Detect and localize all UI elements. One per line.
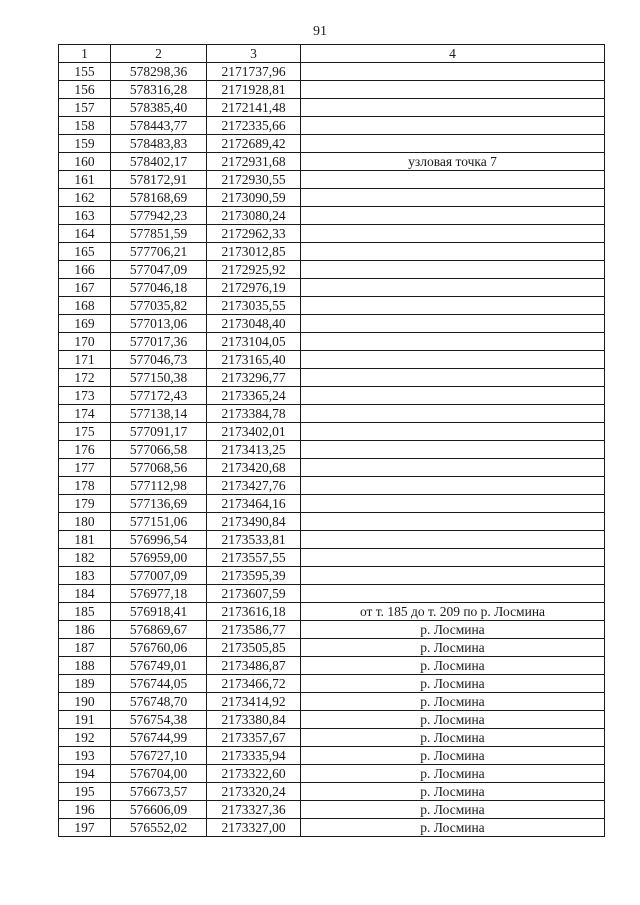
y-coordinate-cell: 2173420,68 <box>207 459 301 477</box>
table-row <box>59 297 605 315</box>
table-row <box>59 243 605 261</box>
table-row <box>59 585 605 603</box>
x-coordinate-cell: 578168,69 <box>111 189 207 207</box>
table-row <box>59 153 605 171</box>
note-cell <box>301 387 605 405</box>
table-row <box>59 423 605 441</box>
y-coordinate-cell: 2172689,42 <box>207 135 301 153</box>
y-coordinate-cell: 2173486,87 <box>207 657 301 675</box>
y-coordinate-cell: 2173035,55 <box>207 297 301 315</box>
table-row <box>59 387 605 405</box>
point-number-cell: 172 <box>59 369 111 387</box>
table-row <box>59 225 605 243</box>
x-coordinate-cell: 578298,36 <box>111 63 207 81</box>
x-coordinate-cell: 577942,23 <box>111 207 207 225</box>
y-coordinate-cell: 2173595,39 <box>207 567 301 585</box>
table-row <box>59 639 605 657</box>
note-cell: р. Лосмина <box>301 801 605 819</box>
point-number-cell: 163 <box>59 207 111 225</box>
table-row <box>59 819 605 837</box>
x-coordinate-cell: 577046,18 <box>111 279 207 297</box>
x-coordinate-cell: 576754,38 <box>111 711 207 729</box>
x-coordinate-cell: 576760,06 <box>111 639 207 657</box>
y-coordinate-cell: 2173365,24 <box>207 387 301 405</box>
y-coordinate-cell: 2173533,81 <box>207 531 301 549</box>
x-coordinate-cell: 577151,06 <box>111 513 207 531</box>
x-coordinate-cell: 576918,41 <box>111 603 207 621</box>
table-row <box>59 711 605 729</box>
y-coordinate-cell: 2173384,78 <box>207 405 301 423</box>
x-coordinate-cell: 578385,40 <box>111 99 207 117</box>
table-row <box>59 747 605 765</box>
point-number-cell: 182 <box>59 549 111 567</box>
x-coordinate-cell: 577066,58 <box>111 441 207 459</box>
note-cell <box>301 315 605 333</box>
note-cell: р. Лосмина <box>301 819 605 837</box>
y-coordinate-cell: 2173380,84 <box>207 711 301 729</box>
x-coordinate-cell: 576869,67 <box>111 621 207 639</box>
note-cell <box>301 261 605 279</box>
x-coordinate-cell: 578402,17 <box>111 153 207 171</box>
y-coordinate-cell: 2171928,81 <box>207 81 301 99</box>
note-cell <box>301 171 605 189</box>
table-row <box>59 135 605 153</box>
table-row <box>59 765 605 783</box>
note-cell: р. Лосмина <box>301 729 605 747</box>
point-number-cell: 191 <box>59 711 111 729</box>
x-coordinate-cell: 578483,83 <box>111 135 207 153</box>
x-coordinate-cell: 577091,17 <box>111 423 207 441</box>
note-cell <box>301 567 605 585</box>
y-coordinate-cell: 2173296,77 <box>207 369 301 387</box>
y-coordinate-cell: 2171737,96 <box>207 63 301 81</box>
x-coordinate-cell: 576959,00 <box>111 549 207 567</box>
table-row <box>59 549 605 567</box>
x-coordinate-cell: 577172,43 <box>111 387 207 405</box>
table-row <box>59 459 605 477</box>
table-row <box>59 99 605 117</box>
point-number-cell: 194 <box>59 765 111 783</box>
table-row <box>59 513 605 531</box>
point-number-cell: 193 <box>59 747 111 765</box>
table-row <box>59 351 605 369</box>
table-row <box>59 189 605 207</box>
point-number-cell: 167 <box>59 279 111 297</box>
x-coordinate-cell: 577136,69 <box>111 495 207 513</box>
point-number-cell: 173 <box>59 387 111 405</box>
note-cell: р. Лосмина <box>301 657 605 675</box>
point-number-cell: 170 <box>59 333 111 351</box>
note-cell: р. Лосмина <box>301 639 605 657</box>
note-cell: р. Лосмина <box>301 747 605 765</box>
point-number-cell: 180 <box>59 513 111 531</box>
x-coordinate-cell: 577047,09 <box>111 261 207 279</box>
point-number-cell: 178 <box>59 477 111 495</box>
point-number-cell: 185 <box>59 603 111 621</box>
x-coordinate-cell: 577068,56 <box>111 459 207 477</box>
x-coordinate-cell: 577035,82 <box>111 297 207 315</box>
point-number-cell: 157 <box>59 99 111 117</box>
note-cell <box>301 63 605 81</box>
table-row <box>59 81 605 99</box>
note-cell <box>301 225 605 243</box>
y-coordinate-cell: 2173402,01 <box>207 423 301 441</box>
point-number-cell: 196 <box>59 801 111 819</box>
note-cell <box>301 243 605 261</box>
table-row <box>59 315 605 333</box>
table-row <box>59 729 605 747</box>
table-header <box>59 45 605 63</box>
y-coordinate-cell: 2173012,85 <box>207 243 301 261</box>
table-row <box>59 441 605 459</box>
x-coordinate-cell: 576996,54 <box>111 531 207 549</box>
point-number-cell: 171 <box>59 351 111 369</box>
table-row <box>59 207 605 225</box>
header-col-4: 4 <box>301 45 605 63</box>
point-number-cell: 169 <box>59 315 111 333</box>
y-coordinate-cell: 2173490,84 <box>207 513 301 531</box>
table-row <box>59 63 605 81</box>
note-cell <box>301 135 605 153</box>
table-row <box>59 621 605 639</box>
note-cell: р. Лосмина <box>301 765 605 783</box>
point-number-cell: 168 <box>59 297 111 315</box>
x-coordinate-cell: 576977,18 <box>111 585 207 603</box>
note-cell <box>301 189 605 207</box>
x-coordinate-cell: 576606,09 <box>111 801 207 819</box>
point-number-cell: 183 <box>59 567 111 585</box>
point-number-cell: 158 <box>59 117 111 135</box>
x-coordinate-cell: 578172,91 <box>111 171 207 189</box>
table-row <box>59 675 605 693</box>
coordinates-table <box>58 44 605 837</box>
table-row <box>59 279 605 297</box>
x-coordinate-cell: 577150,38 <box>111 369 207 387</box>
point-number-cell: 174 <box>59 405 111 423</box>
y-coordinate-cell: 2173048,40 <box>207 315 301 333</box>
note-cell <box>301 423 605 441</box>
x-coordinate-cell: 576748,70 <box>111 693 207 711</box>
table-row <box>59 531 605 549</box>
note-cell <box>301 81 605 99</box>
table-row <box>59 603 605 621</box>
y-coordinate-cell: 2173607,59 <box>207 585 301 603</box>
y-coordinate-cell: 2173413,25 <box>207 441 301 459</box>
x-coordinate-cell: 576552,02 <box>111 819 207 837</box>
y-coordinate-cell: 2173616,18 <box>207 603 301 621</box>
y-coordinate-cell: 2173104,05 <box>207 333 301 351</box>
y-coordinate-cell: 2172335,66 <box>207 117 301 135</box>
x-coordinate-cell: 576744,99 <box>111 729 207 747</box>
table-row <box>59 477 605 495</box>
y-coordinate-cell: 2172931,68 <box>207 153 301 171</box>
y-coordinate-cell: 2173320,24 <box>207 783 301 801</box>
header-col-3: 3 <box>207 45 301 63</box>
y-coordinate-cell: 2173505,85 <box>207 639 301 657</box>
y-coordinate-cell: 2173466,72 <box>207 675 301 693</box>
table-row <box>59 693 605 711</box>
x-coordinate-cell: 577112,98 <box>111 477 207 495</box>
point-number-cell: 176 <box>59 441 111 459</box>
y-coordinate-cell: 2173464,16 <box>207 495 301 513</box>
x-coordinate-cell: 576744,05 <box>111 675 207 693</box>
x-coordinate-cell: 577046,73 <box>111 351 207 369</box>
x-coordinate-cell: 577138,14 <box>111 405 207 423</box>
y-coordinate-cell: 2173335,94 <box>207 747 301 765</box>
table-row <box>59 657 605 675</box>
table-row <box>59 783 605 801</box>
point-number-cell: 186 <box>59 621 111 639</box>
point-number-cell: 159 <box>59 135 111 153</box>
note-cell <box>301 459 605 477</box>
y-coordinate-cell: 2172976,19 <box>207 279 301 297</box>
x-coordinate-cell: 578316,28 <box>111 81 207 99</box>
note-cell <box>301 495 605 513</box>
point-number-cell: 160 <box>59 153 111 171</box>
note-cell <box>301 585 605 603</box>
x-coordinate-cell: 576727,10 <box>111 747 207 765</box>
note-cell <box>301 333 605 351</box>
point-number-cell: 165 <box>59 243 111 261</box>
note-cell <box>301 279 605 297</box>
point-number-cell: 166 <box>59 261 111 279</box>
y-coordinate-cell: 2173327,36 <box>207 801 301 819</box>
y-coordinate-cell: 2173090,59 <box>207 189 301 207</box>
header-col-1: 1 <box>59 45 111 63</box>
point-number-cell: 187 <box>59 639 111 657</box>
point-number-cell: 189 <box>59 675 111 693</box>
point-number-cell: 184 <box>59 585 111 603</box>
table-row <box>59 333 605 351</box>
point-number-cell: 164 <box>59 225 111 243</box>
x-coordinate-cell: 578443,77 <box>111 117 207 135</box>
note-cell: от т. 185 до т. 209 по р. Лосмина <box>301 603 605 621</box>
page-number: 91 <box>313 24 327 39</box>
x-coordinate-cell: 576704,00 <box>111 765 207 783</box>
note-cell: узловая точка 7 <box>301 153 605 171</box>
note-cell <box>301 531 605 549</box>
x-coordinate-cell: 576673,57 <box>111 783 207 801</box>
x-coordinate-cell: 577706,21 <box>111 243 207 261</box>
y-coordinate-cell: 2173165,40 <box>207 351 301 369</box>
y-coordinate-cell: 2172141,48 <box>207 99 301 117</box>
note-cell <box>301 117 605 135</box>
note-cell <box>301 207 605 225</box>
y-coordinate-cell: 2172930,55 <box>207 171 301 189</box>
note-cell <box>301 405 605 423</box>
y-coordinate-cell: 2172962,33 <box>207 225 301 243</box>
table-row <box>59 261 605 279</box>
point-number-cell: 188 <box>59 657 111 675</box>
header-row <box>59 45 605 63</box>
note-cell: р. Лосмина <box>301 783 605 801</box>
note-cell: р. Лосмина <box>301 693 605 711</box>
note-cell: р. Лосмина <box>301 675 605 693</box>
note-cell <box>301 369 605 387</box>
y-coordinate-cell: 2173414,92 <box>207 693 301 711</box>
note-cell <box>301 351 605 369</box>
point-number-cell: 195 <box>59 783 111 801</box>
table-row <box>59 405 605 423</box>
x-coordinate-cell: 577007,09 <box>111 567 207 585</box>
point-number-cell: 175 <box>59 423 111 441</box>
note-cell: р. Лосмина <box>301 711 605 729</box>
note-cell <box>301 477 605 495</box>
note-cell <box>301 441 605 459</box>
point-number-cell: 179 <box>59 495 111 513</box>
note-cell <box>301 297 605 315</box>
x-coordinate-cell: 577017,36 <box>111 333 207 351</box>
y-coordinate-cell: 2172925,92 <box>207 261 301 279</box>
point-number-cell: 177 <box>59 459 111 477</box>
x-coordinate-cell: 577851,59 <box>111 225 207 243</box>
y-coordinate-cell: 2173357,67 <box>207 729 301 747</box>
table-body <box>59 63 605 837</box>
point-number-cell: 162 <box>59 189 111 207</box>
header-col-2: 2 <box>111 45 207 63</box>
table-row <box>59 801 605 819</box>
point-number-cell: 190 <box>59 693 111 711</box>
y-coordinate-cell: 2173080,24 <box>207 207 301 225</box>
x-coordinate-cell: 577013,06 <box>111 315 207 333</box>
table-row <box>59 171 605 189</box>
note-cell <box>301 99 605 117</box>
y-coordinate-cell: 2173327,00 <box>207 819 301 837</box>
point-number-cell: 155 <box>59 63 111 81</box>
y-coordinate-cell: 2173322,60 <box>207 765 301 783</box>
point-number-cell: 161 <box>59 171 111 189</box>
point-number-cell: 197 <box>59 819 111 837</box>
note-cell <box>301 513 605 531</box>
y-coordinate-cell: 2173586,77 <box>207 621 301 639</box>
y-coordinate-cell: 2173427,76 <box>207 477 301 495</box>
x-coordinate-cell: 576749,01 <box>111 657 207 675</box>
point-number-cell: 192 <box>59 729 111 747</box>
table-row <box>59 117 605 135</box>
point-number-cell: 181 <box>59 531 111 549</box>
table-row <box>59 495 605 513</box>
y-coordinate-cell: 2173557,55 <box>207 549 301 567</box>
note-cell: р. Лосмина <box>301 621 605 639</box>
table-row <box>59 369 605 387</box>
point-number-cell: 156 <box>59 81 111 99</box>
table-row <box>59 567 605 585</box>
note-cell <box>301 549 605 567</box>
